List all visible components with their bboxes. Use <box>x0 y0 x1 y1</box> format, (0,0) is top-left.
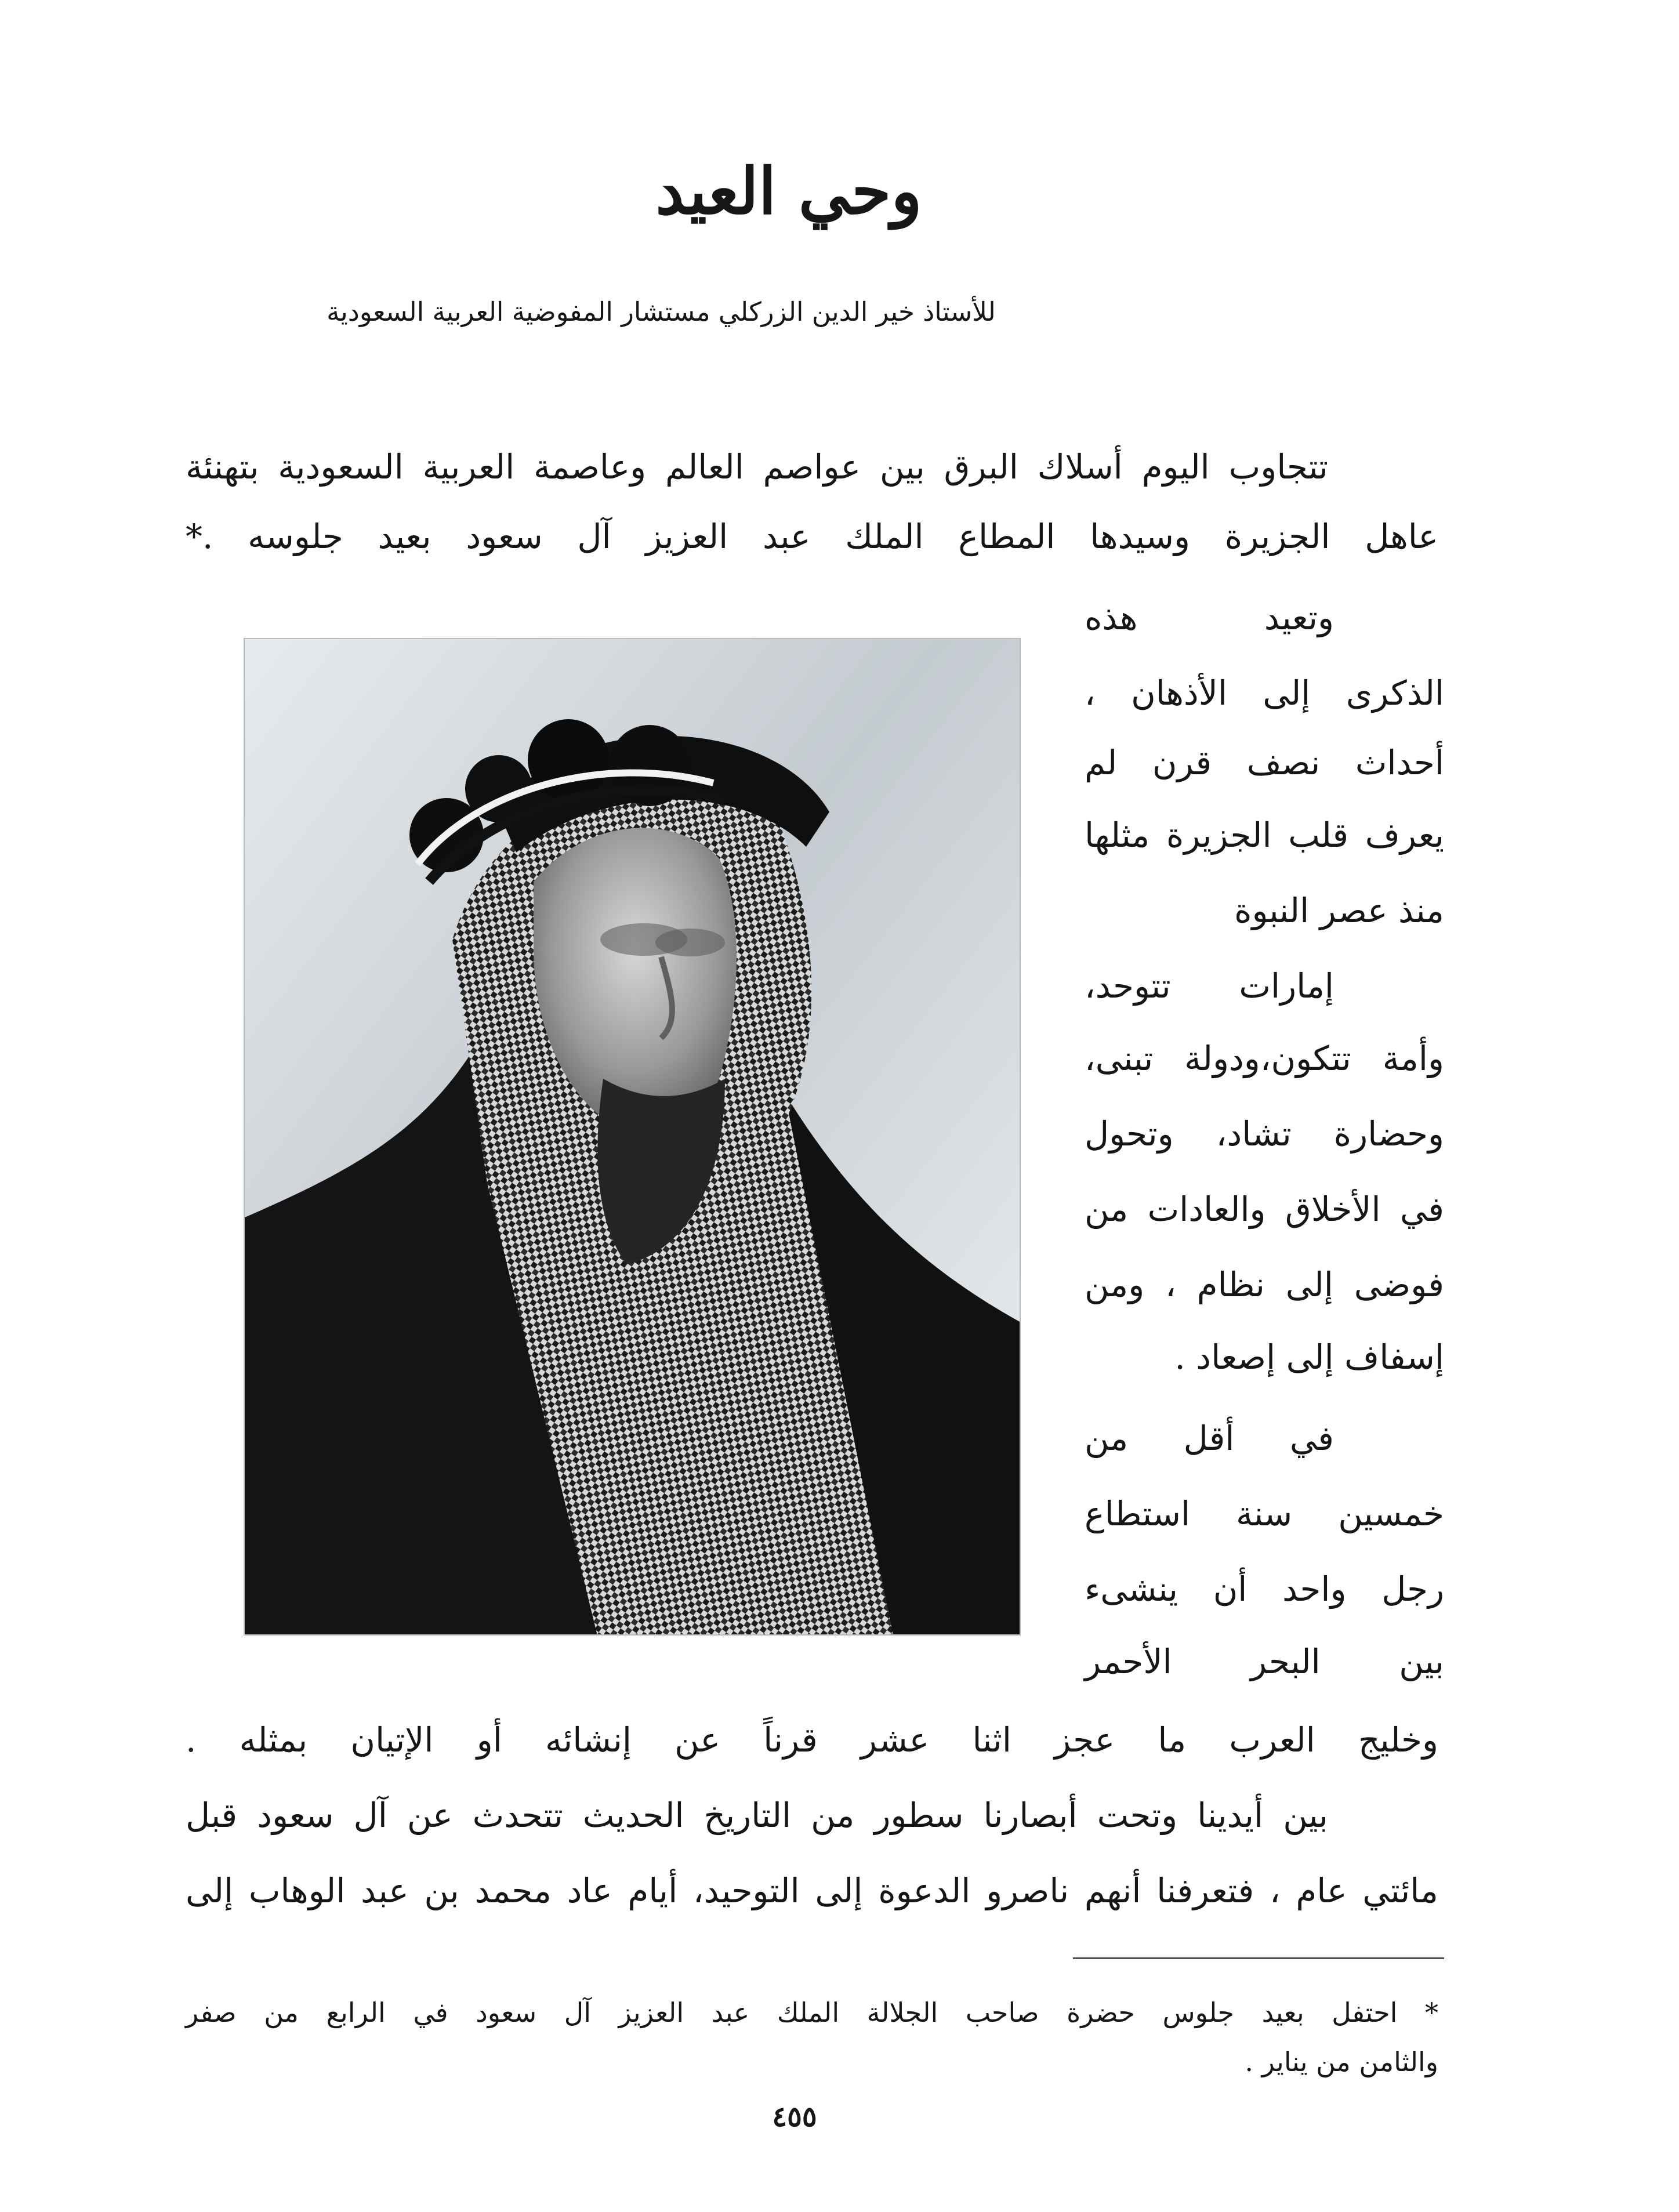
side-text-line: خمسين سنة استطاع <box>1085 1494 1444 1533</box>
side-text-line: فوضى إلى نظام ، ومن <box>1085 1265 1444 1304</box>
side-text-line: وحضارة تشاد، وتحول <box>1085 1114 1444 1154</box>
side-text-line: الذكرى إلى الأذهان ، <box>1085 673 1444 713</box>
side-text-line: بين البحر الأحمر <box>1085 1642 1444 1681</box>
intro-line: تتجاوب اليوم أسلاك البرق بين عواصم العالم وعاصمة العربية السعودية بتهنئة <box>186 447 1328 487</box>
body-line: مائتي عام ، فتعرفنا أنهم ناصرو الدعوة إلى التوحيد، أيام عاد محمد بن عبد الوهاب إلى <box>186 1871 1438 1910</box>
side-text-line: إمارات تتوحد، <box>1085 966 1334 1006</box>
side-text-line: في الأخلاق والعادات من <box>1085 1190 1444 1229</box>
body-line: بين أيدينا وتحت أبصارنا سطور من التاريخ الحديث تتحدث عن آل سعود قبل <box>186 1796 1328 1835</box>
footnote-rule <box>1073 1957 1444 1959</box>
side-text-line: رجل واحد أن ينشىء <box>1085 1569 1444 1609</box>
side-text-line: وتعيد هذه <box>1085 598 1334 637</box>
intro-line: عاهل الجزيرة وسيدها المطاع الملك عبد العزيز آل سعود بعيد جلوسه .* <box>186 517 1438 556</box>
side-text-line: في أقل من <box>1085 1419 1334 1458</box>
side-text-line: إسفاف إلى إصعاد . <box>1174 1337 1444 1377</box>
body-line: وخليج العرب ما عجز اثنا عشر قرناً عن إنشائه أو الإتيان بمثله . <box>186 1720 1438 1760</box>
page-number: ٤٥٥ <box>772 2101 817 2133</box>
side-text-line: منذ عصر النبوة <box>1234 891 1444 930</box>
footnote-line: * احتفل بعيد جلوس حضرة صاحب الجلالة الملك عبد العزيز آل سعود في الرابع من صفر <box>186 1997 1438 2028</box>
side-text-line: يعرف قلب الجزيرة مثلها <box>1085 815 1444 855</box>
footnote-line: والثامن من يناير . <box>1245 2046 1438 2077</box>
author-byline: للأستاذ خير الدين الزركلي مستشار المفوضية العربية السعودية <box>327 296 996 327</box>
portrait-photo <box>244 638 1021 1636</box>
side-text-line: وأمة تتكون،ودولة تبنى، <box>1085 1039 1444 1078</box>
article-title: وحي العيد <box>655 154 922 229</box>
side-text-line: أحداث نصف قرن لم <box>1085 743 1444 782</box>
